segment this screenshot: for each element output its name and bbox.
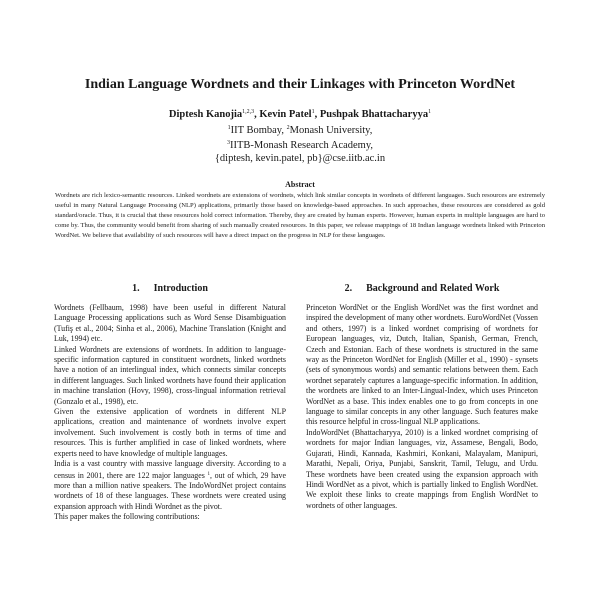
affiliation-marker: 3 <box>226 140 230 146</box>
author-affiliation-marker: 1,2,3 <box>242 109 255 115</box>
affiliation-line <box>40 122 560 138</box>
affiliation-marker: 2 <box>286 124 290 131</box>
section-title: Introduction <box>153 283 208 294</box>
paragraph-text: India is a vast country with massive language diversity. According to a census in 2001, there are 122 major languages <box>54 459 286 480</box>
section-heading-introduction <box>54 283 286 295</box>
author-block <box>40 106 560 165</box>
paper-title: Indian Language Wordnets and their Linkages with Princeton WordNet <box>84 77 516 92</box>
paragraph: IndoWordNet (Bhattacharyya, 2010) is a linked wordnet comprising of wordnets for major Indian languages, viz, Assamese, Bengali, Bodo, Gujarati, Hindi, Kannada, Kashmiri, Konkani, Malayalam, Manipuri, Marathi, Nepali, Oriya, Punjabi, Sanskrit, Tamil, Telugu, and Urdu. These wordnets have been created using the expansion approach with Hindi WordNet as a pivot, which is partially linked to English WordNet. We exploit these links to create mappings from English WordNet to wordnets of other languages. <box>306 427 538 510</box>
affiliation: IIT Bombay, <box>230 124 287 136</box>
affiliation: IITB-Monash Research Academy, <box>229 140 374 151</box>
abstract-text: Wordnets are rich lexico-semantic resources. Linked wordnets are extensions of wordnets, which link similar concepts in wordnets of different languages. Such resources are extremely useful in many Natural Language Processing (NLP) applications, primarily those based on knowledge-based approaches. In such approaches, these resources are considered as gold standard/oracle. Thus, it is crucial that these resources hold correct information. Thereby, they are created by human experts. However, human experts in multiple languages are hard to come by. Thus, the community would benefit from sharing of such manually created resources. In this paper, we release mappings of 18 Indian language wordnets linked with Princeton WordNet. We believe that availability of such resources will have a direct impact on the progress in NLP for these languages. <box>55 192 545 240</box>
section-number: 1. <box>132 283 140 294</box>
paragraph: Wordnets (Fellbaum, 1998) have been useful in different Natural Language Processing applications such as Word Sense Disambiguation (Tufiş et al., 2004; Sinha et al., 2006), Machine Translation (Knight and Luk, 1994) etc. <box>54 303 286 344</box>
author-name: Pushpak Bhattacharyya <box>319 109 429 120</box>
author-name: Kevin Patel <box>259 109 312 120</box>
affiliation-marker: 1 <box>227 124 231 131</box>
section-heading-background <box>306 283 538 295</box>
paragraph: This paper makes the following contributions: <box>54 512 200 522</box>
paragraph: Princeton WordNet or the English WordNet was the first wordnet and inspired the development of many other wordnets. EuroWordNet (Vossen and others, 1997) is a linked wordnet comprising of wordnets for European languages, viz, Dutch, Italian, Spanish, German, French, Czech and Estonian. Each of these wordnets is structured in the same way as the Princeton WordNet for English (Miller et al., 1990) - synsets (sets of synonymous words) and semantic relations between them. Each wordnet separately captures a language-specific information. In addition, the wordnets are linked to an Inter-Lingual-Index, which uses Princeton WordNet as a base. This index enables one to go from concepts in one language to similar concepts in any other language. Such features make this resource helpful in cross-lingual NLP applications. <box>306 303 538 427</box>
section-title: Background and Related Work <box>366 283 500 294</box>
left-column <box>54 283 286 523</box>
author-emails: {diptesh, kevin.patel, pb}@cse.iitb.ac.in <box>214 152 386 164</box>
paragraph: Given the extensive application of wordnets in different NLP applications, creation and maintenance of wordnets involve expert involvement. Such involvement is costly both in terms of time and resources. This is further amplified in case of linked wordnets, where experts need to have knowledge of multiple languages. <box>54 407 286 458</box>
author-affiliation-marker: 1 <box>428 109 432 115</box>
affiliation-line <box>40 137 560 153</box>
paragraph: Linked Wordnets are extensions of wordnets. In addition to language-specific information captured in constituent wordnets, linked wordnets have a notion of an interlingual index, which connects similar concepts in different languages. Such linked wordnets have found their application in machine translation (Hovy, 1998), cross-lingual information retrieval (Gonzalo et al., 1998), etc. <box>54 344 286 406</box>
affiliation: Monash University, <box>289 124 373 136</box>
abstract-heading: Abstract <box>285 180 315 189</box>
author-names: Diptesh Kanojia$^{1,2,3}$, Kevin Patel$^1$, Pushpak Bhattacharyya$^1$ <box>168 109 432 120</box>
right-column <box>306 283 538 511</box>
author-affiliation-marker: 1 <box>311 109 315 115</box>
footnote-marker: 1 <box>207 471 210 477</box>
section-number: 2. <box>344 283 353 294</box>
paragraph-text: , out of which, 29 have more than a million native speakers. The IndoWordNet project contains wordnets of 18 of these languages. These wordnets were created using expansion approach with Hindi Wordnet as the pivot. <box>54 470 286 511</box>
paragraph <box>54 459 286 512</box>
author-name: Diptesh Kanojia <box>168 109 243 120</box>
